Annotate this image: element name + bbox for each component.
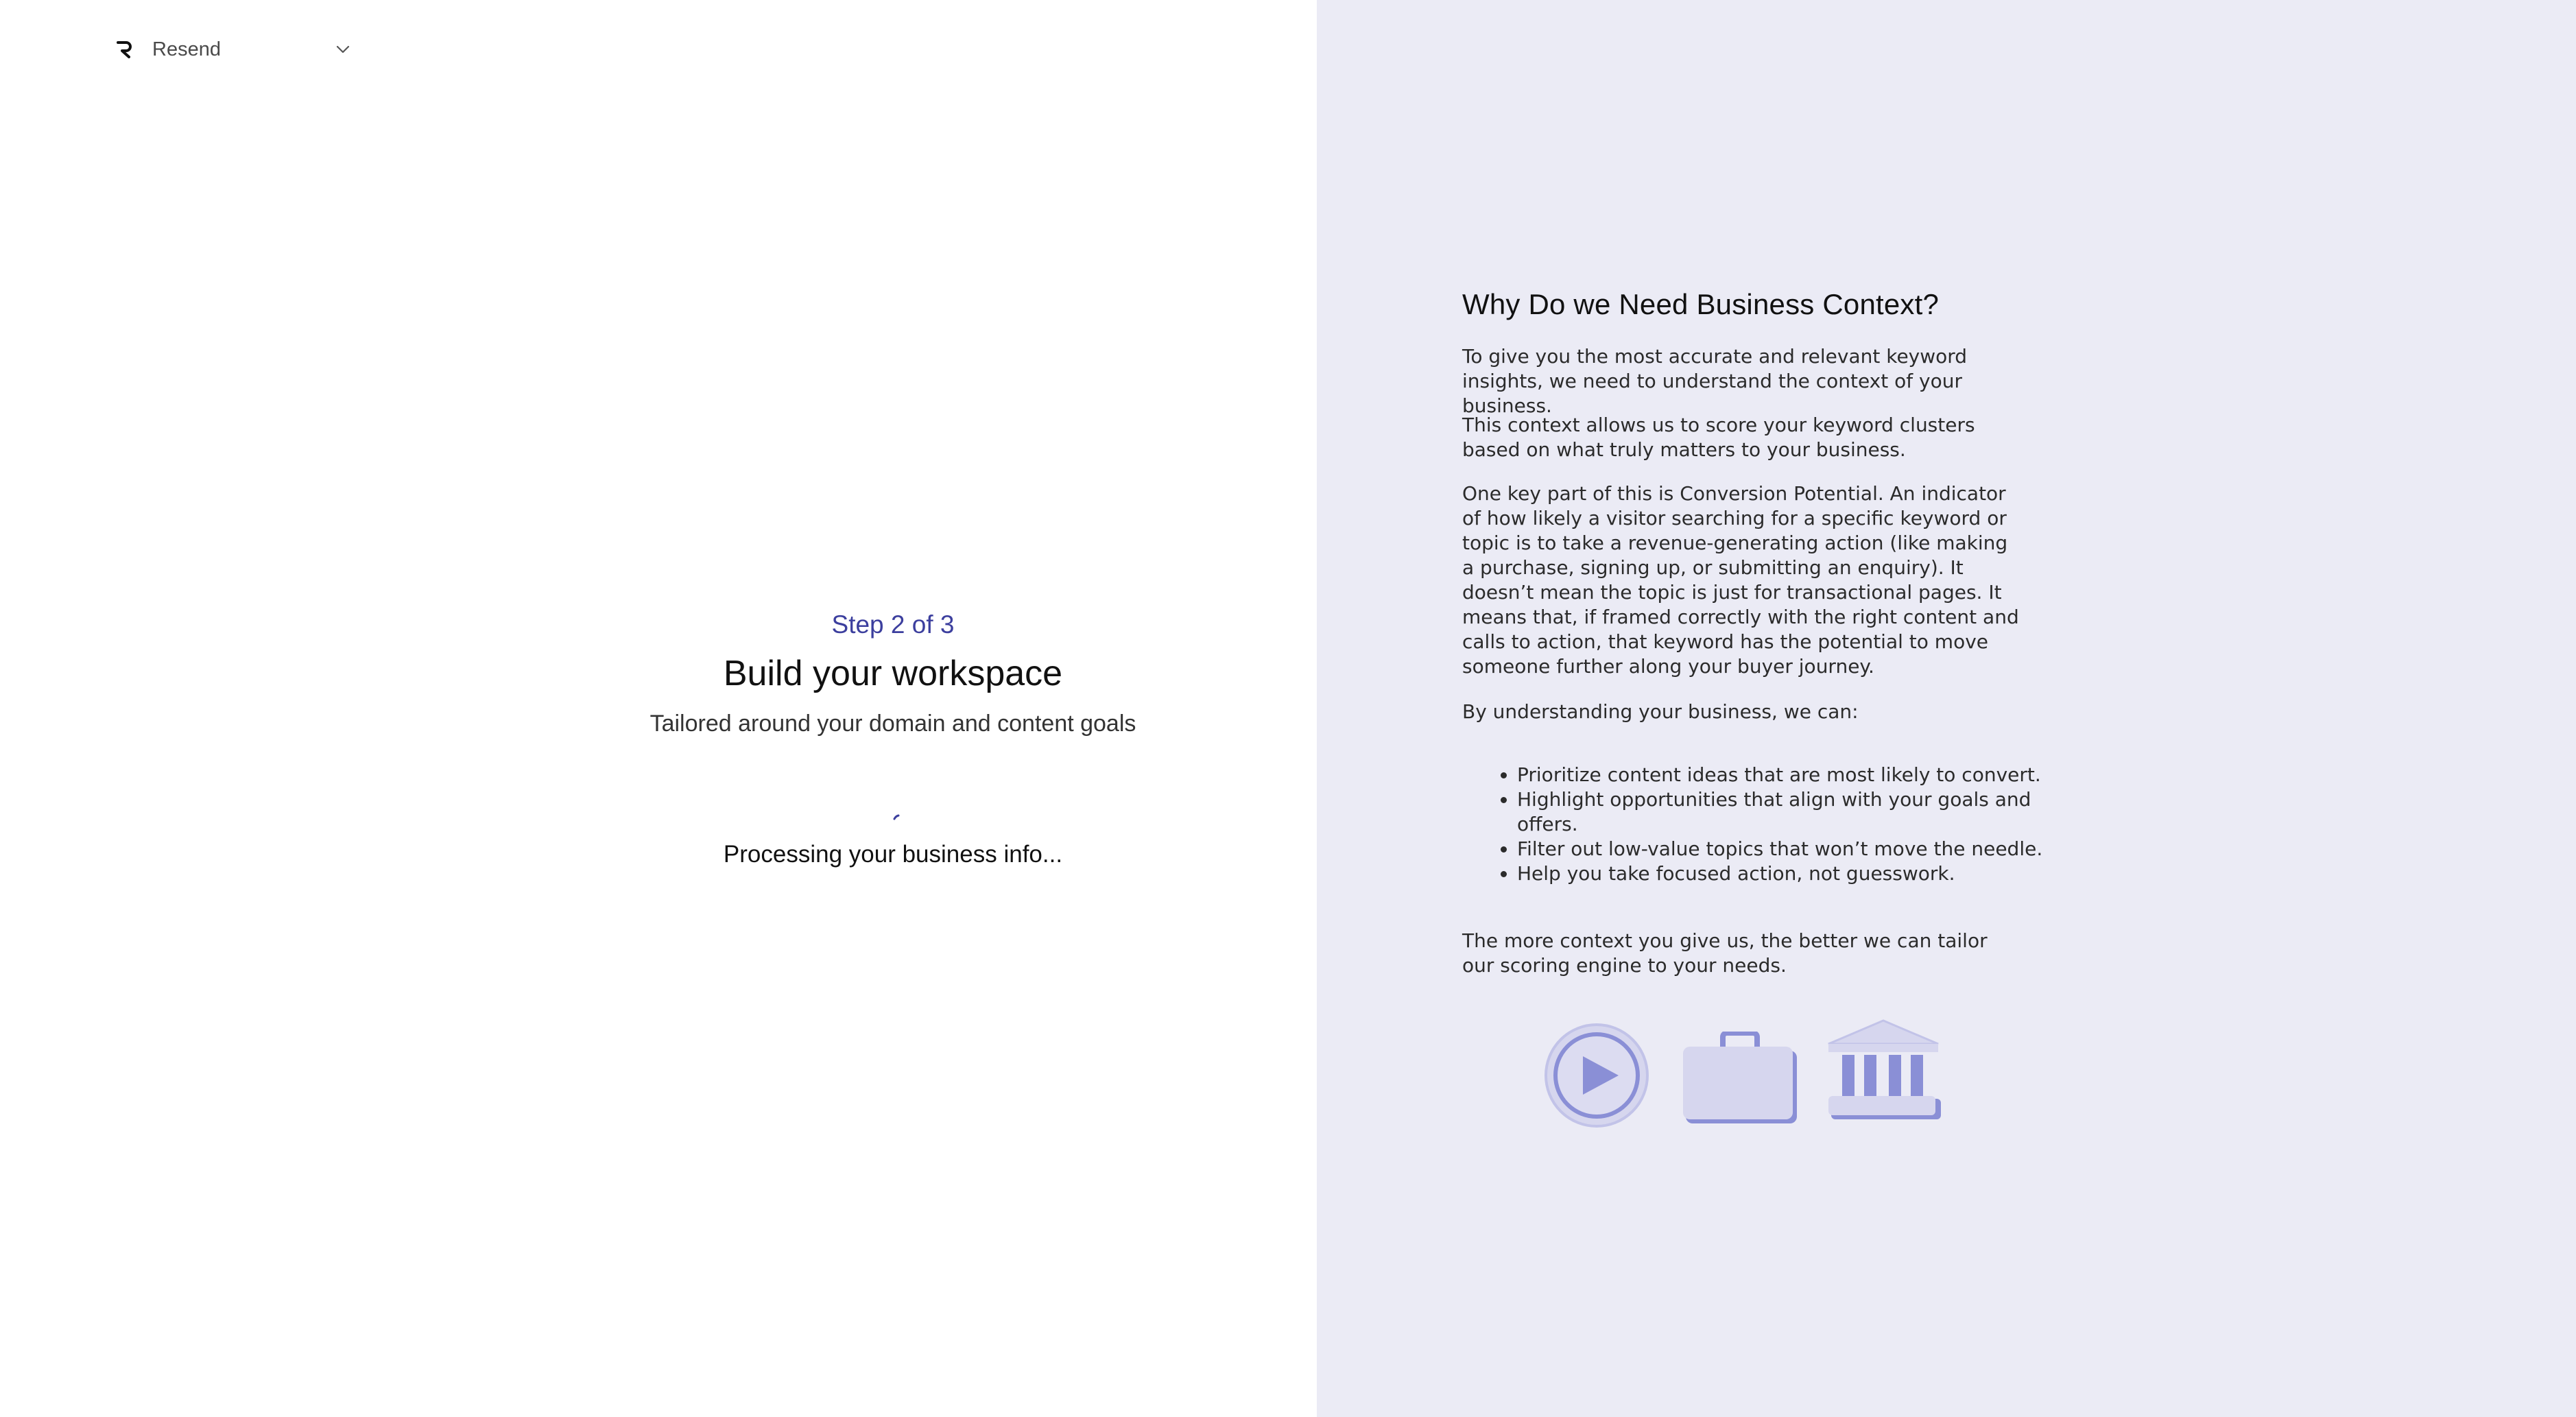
list-item: • Prioritize content ideas that are most likely to convert. — [1517, 763, 2079, 787]
page-subtitle: Tailored around your domain and content goals — [649, 711, 1136, 737]
illustration-icons — [1543, 1022, 1948, 1132]
benefits-list — [1462, 763, 2079, 886]
briefcase-icon — [1682, 1032, 1798, 1131]
info-heading: Why Do we Need Business Context? — [1462, 288, 1940, 320]
bank-icon — [1826, 1019, 1941, 1127]
processing-status: Processing your business info... — [723, 841, 1063, 868]
info-paragraph: This context allows us to score your keyword clusters based on what truly matters to your business. — [1462, 414, 1975, 461]
page-title: Build your workspace — [723, 654, 1063, 693]
list-item: • Filter out low-value topics that won’t move the needle. — [1517, 837, 2079, 861]
list-item: • Help you take focused action, not guesswork. — [1517, 861, 2079, 886]
step-indicator: Step 2 of 3 — [831, 610, 955, 639]
info-closing: The more context you give us, the better we can tailor our scoring engine to your needs. — [1462, 929, 1988, 977]
list-item: • Highlight opportunities that align with your goals and offers. — [1517, 787, 2079, 837]
resend-logo-icon — [112, 38, 136, 61]
info-paragraph: By understanding your business, we can: — [1462, 700, 1859, 723]
info-content — [1462, 288, 2043, 977]
loading-spinner-icon — [892, 809, 908, 826]
workspace-switcher[interactable] — [112, 32, 354, 67]
play-icon — [1543, 1022, 1650, 1132]
info-paragraph: One key part of this is Conversion Potential. An indicator of how likely a visitor searching for a specific keyword or topic is to take a revenue-generating action (like making a purchase, signing up, or submitting an enquiry). It doesn’t mean the topic is just for transactional pages. It means that, if framed correctly with the right content and calls to action, that keyword has the potential to move someone further along your buyer journey. — [1462, 482, 2019, 678]
info-paragraph: To give you the most accurate and relevant keyword insights, we need to understand the context of your business. — [1462, 345, 1968, 417]
workspace-name: Resend — [152, 38, 221, 60]
chevron-down-icon[interactable] — [332, 38, 354, 60]
